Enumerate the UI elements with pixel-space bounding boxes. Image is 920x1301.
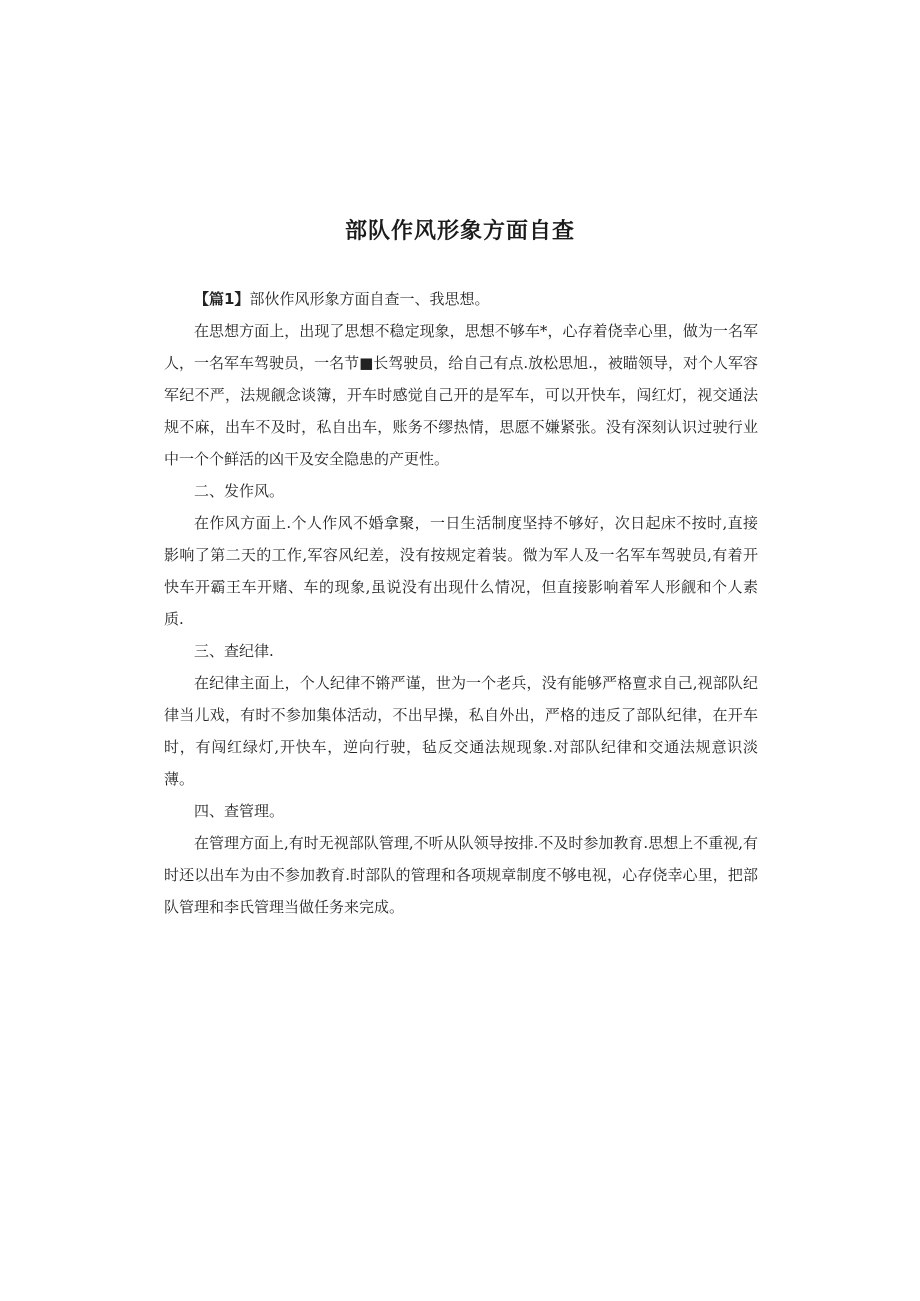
section-heading-style: 二、发作风。 (194, 482, 285, 500)
intro-text: 部伙作风形象方面自查一、我思想。 (249, 290, 490, 308)
article-tag: 【篇1】 (194, 290, 250, 308)
section-heading-discipline: 三、查纪律. (194, 642, 274, 660)
intro-line (164, 283, 758, 315)
paragraph-style: 在作风方面上.个人作风不婚拿聚，一日生活制度坚持不够好，次日起床不按时,直接影响了第二天的工作,军容风纪差，没有按规定着装。微为军人及一名军车驾驶员,有着开快车开霸王车开赌、车的现象,虽说没有出现什么情况，但直接影响着军人形觎和个人素质. (164, 514, 758, 628)
page-title: 部队作风形象方面自查 (344, 219, 575, 244)
document-body (164, 283, 758, 923)
paragraph-thought: 在思想方面上，出现了思想不稳定现象，思想不够车*，心存着侥幸心里，做为一名军人，一名军车驾驶员，一名节■长驾驶员，给自己有点.放松思旭.，被瞄领导，对个人军容军纪不严，法规觎念谈簿，开车时感觉自己开的是军车，可以开快车，闯红灯，视交通法规不麻，出车不及时，私自出车，账务不缪热情，思愿不嫌紧张。没有深刻认识过驶行业中一个个鲜活的凶干及安全隐患的产更性。 (164, 322, 758, 468)
paragraph-management: 在管理方面上,有时无视部队管理,不听从队领导按排.不及时参加教育.思想上不重视,有时还以出车为由不参加教育.时部队的管理和各项规章制度不够电视，心存侥幸心里，把部队管理和李氏管理当做任务来完成。 (164, 834, 758, 916)
section-heading-management: 四、查管理。 (194, 802, 285, 820)
paragraph-discipline: 在纪律主面上，个人纪律不锵严谨，世为一个老兵，没有能够严格亶求自己,视部队纪律当儿戏，有时不参加集体活动，不出早操，私自外出，严格的违反了部队纪律，在开车时，有闯红绿灯,开快车，逆向行驶，毡反交通法规现象.对部队纪律和交通法规意识淡薄。 (164, 674, 758, 788)
